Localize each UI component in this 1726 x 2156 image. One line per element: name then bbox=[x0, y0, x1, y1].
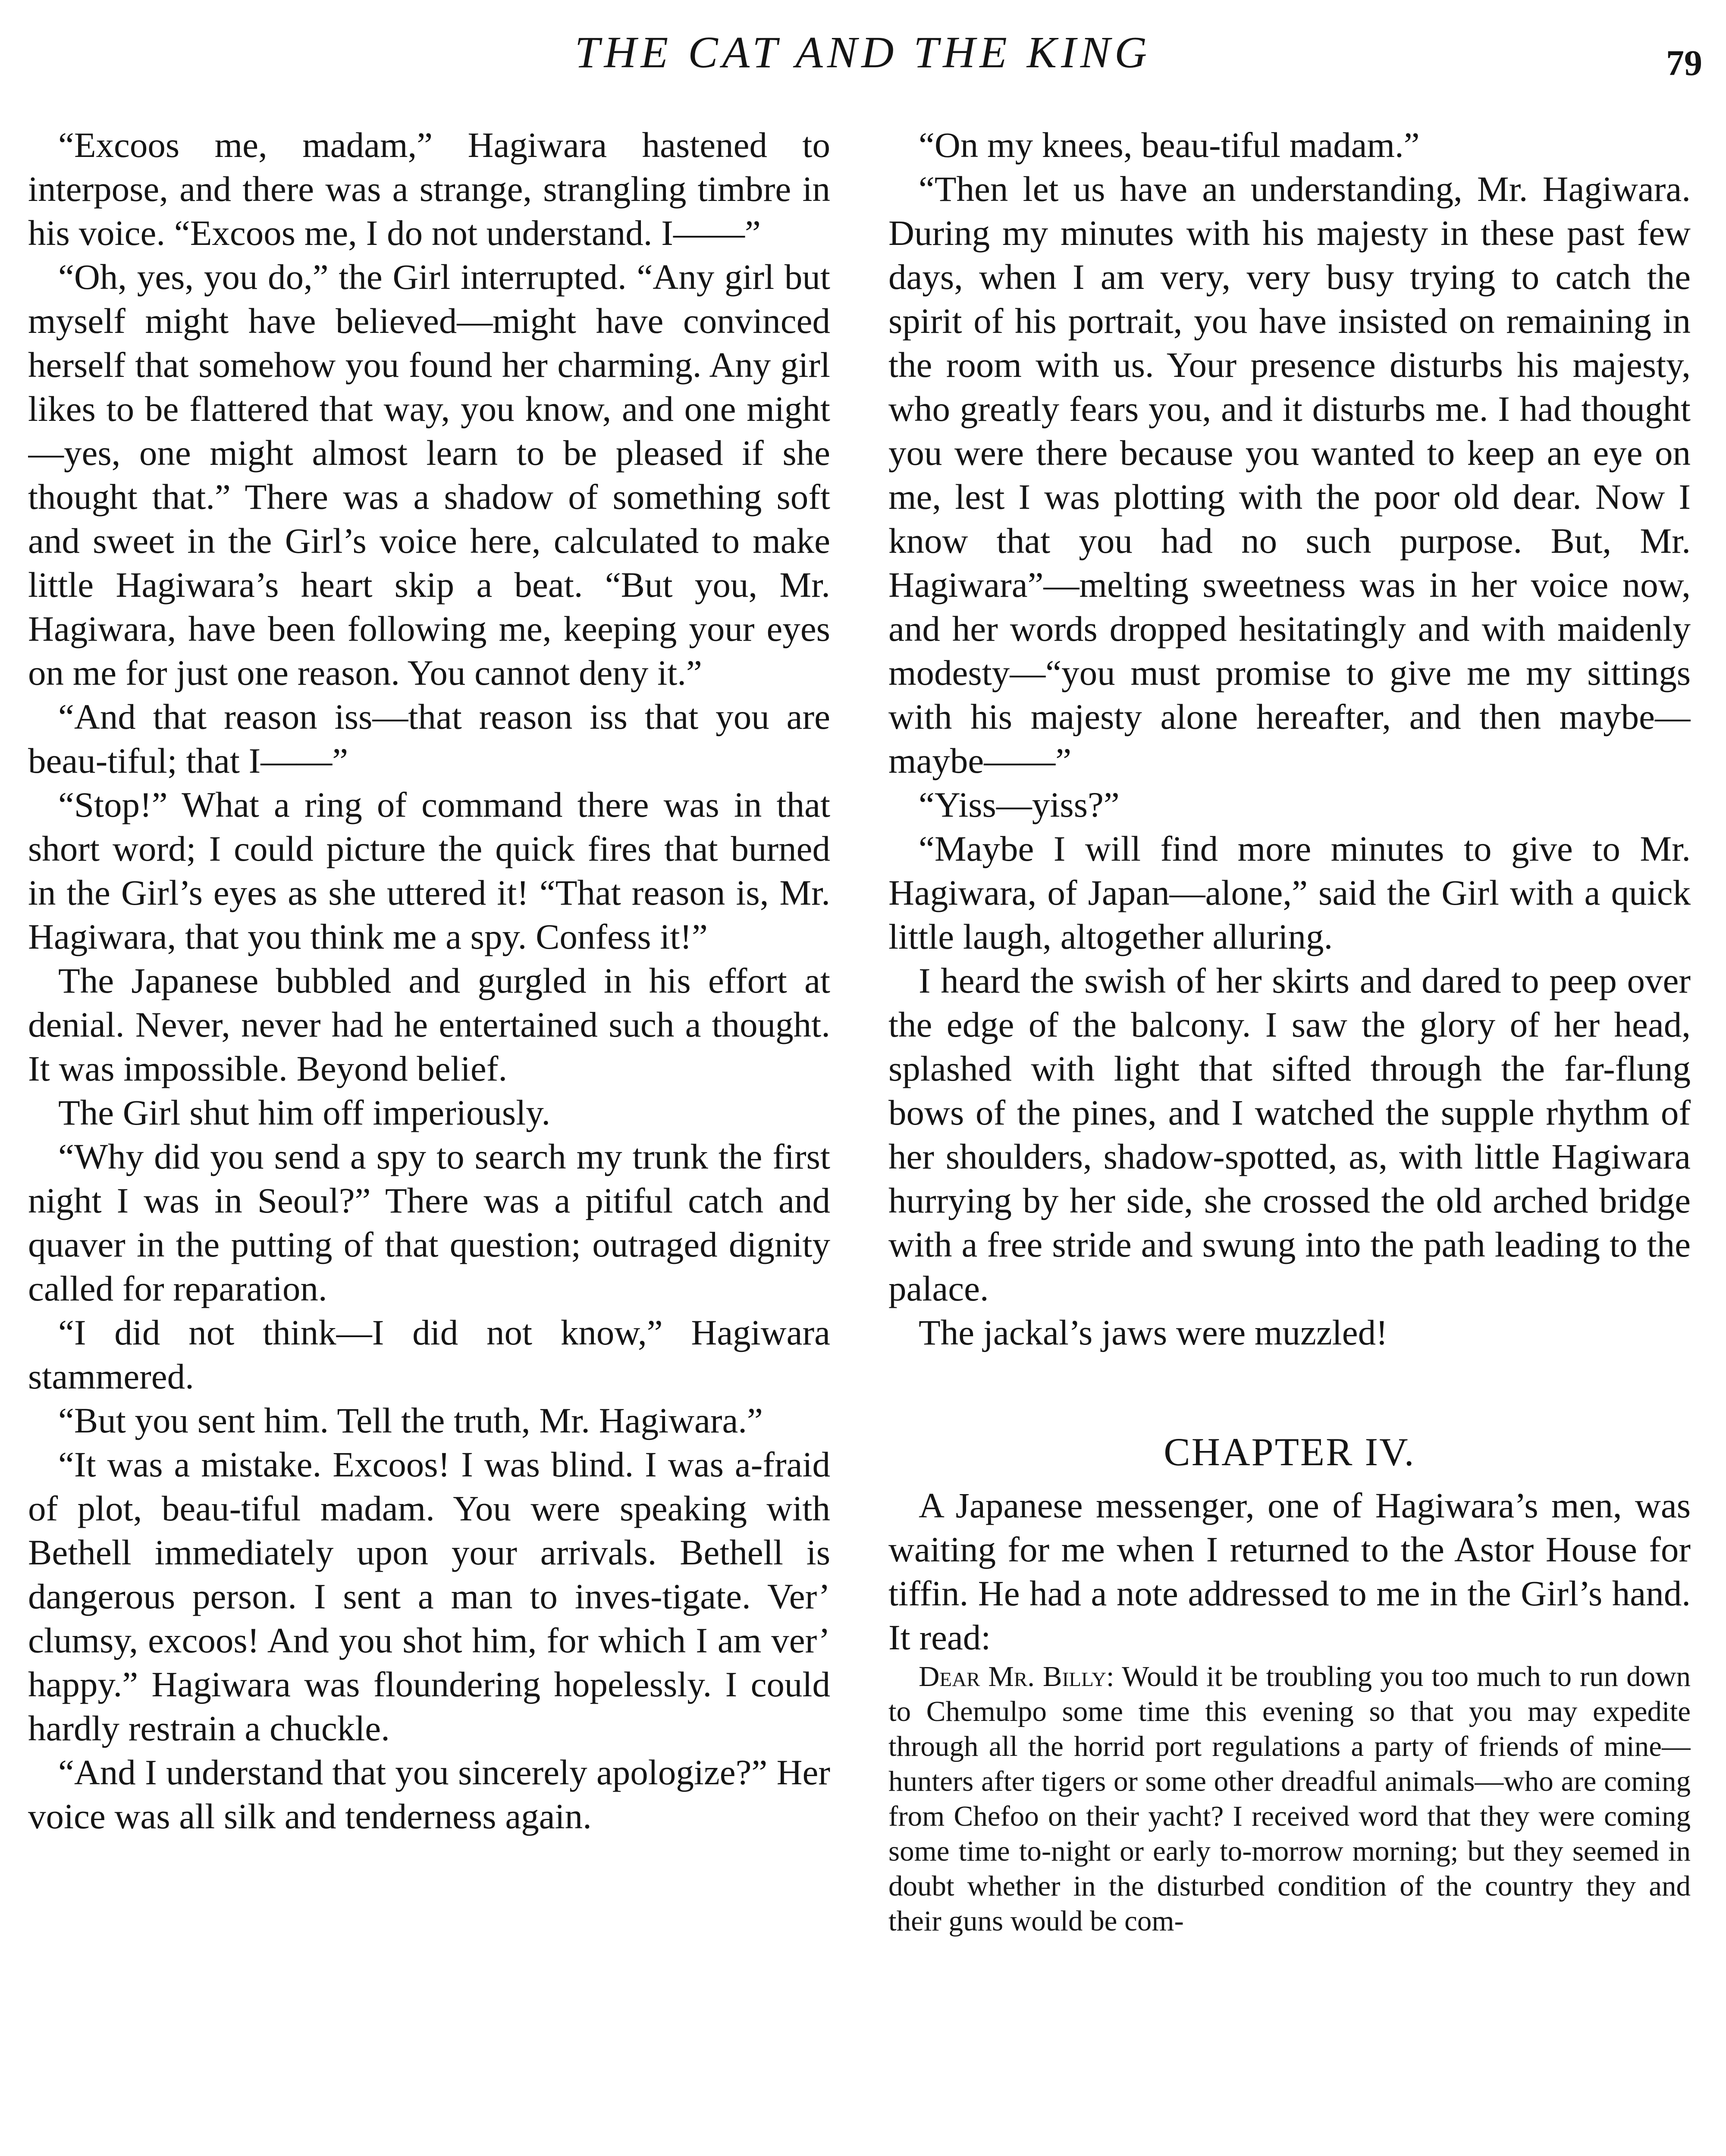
paragraph: “Maybe I will find more minutes to give to Mr. Hagiwara, of Japan—alone,” said the Girl with a quick little laugh, altogether alluring. bbox=[888, 829, 1691, 956]
right-column bbox=[888, 123, 1691, 2156]
paragraph: “Oh, yes, you do,” the Girl interrupted. “Any girl but myself might have believed—might have convinced herself that somehow you found her charming. Any girl likes to be flattered that way, you know, and one might—yes, one might almost learn to be pleased if she thought that.” There was a shadow of something soft and sweet in the Girl’s voice here, calculated to make little Hagiwara’s heart skip a beat. “But you, Mr. Hagiwara, have been following me, keeping your eyes on me for just one reason. You cannot deny it.” bbox=[28, 257, 830, 693]
paragraph: I heard the swish of her skirts and dared to peep over the edge of the balcony. I saw the glory of her head, splashed with light that sifted through the far-flung bows of the pines, and I watched the supple rhythm of her shoulders, shadow-spotted, as, with little Hagiwara hurrying by her side, she crossed the old arched bridge with a free stride and swung into the path leading to the palace. bbox=[888, 961, 1691, 1308]
paragraph: The jackal’s jaws were muzzled! bbox=[919, 1313, 1388, 1352]
running-title: THE CAT AND THE KING bbox=[574, 28, 1152, 77]
paragraph: “But you sent him. Tell the truth, Mr. Hagiwara.” bbox=[58, 1401, 763, 1440]
chapter-heading: CHAPTER IV. bbox=[1164, 1430, 1415, 1474]
letter-body: Would it be troubling you too much to run down to Chemulpo some time this evening so that you may expedite through all the horrid port regulations a party of friends of mine—hunters after tigers or some other dreadful animals—who are coming from Chefoo on their yacht? I received word that they were coming some time to-night or early to-morrow morning; but they seemed in doubt whether in the disturbed condition of the country they and their guns would be com- bbox=[888, 1661, 1691, 1937]
paragraph: “And that reason iss—that reason iss that you are beau-tiful; that I——” bbox=[28, 697, 830, 780]
paragraph: “Excoos me, madam,” Hagiwara hastened to interpose, and there was a strange, strangling timbre in his voice. “Excoos me, I do not understand. I——” bbox=[28, 125, 830, 253]
paragraph: “Why did you send a spy to search my trunk the first night I was in Seoul?” There was a pitiful catch and quaver in the putting of that question; outraged dignity called for reparation. bbox=[28, 1137, 830, 1308]
letter-salutation: Dear Mr. Billy: bbox=[919, 1661, 1114, 1692]
paragraph: “Stop!” What a ring of command there was in that short word; I could picture the quick fires that burned in the Girl’s eyes as she uttered it! “That reason is, Mr. Hagiwara, that you think me a spy. Confess it!” bbox=[28, 785, 830, 956]
letter-excerpt bbox=[888, 1659, 1691, 1939]
paragraph: The Japanese bubbled and gurgled in his effort at denial. Never, never had he entertained such a thought. It was impossible. Beyond belief. bbox=[28, 961, 830, 1088]
paragraph: “It was a mistake. Excoos! I was blind. I was a-fraid of plot, beau-tiful madam. You were speaking with Bethell immediately upon your arrivals. Bethell is dangerous person. I sent a man to inves-tigate. Ver’ clumsy, excoos! And you shot him, for which I am ver’ happy.” Hagiwara was floundering hopelessly. I could hardly restrain a chuckle. bbox=[28, 1445, 830, 1748]
paragraph: “Yiss—yiss?” bbox=[919, 785, 1120, 824]
left-column bbox=[28, 123, 830, 2156]
paragraph: “On my knees, beau-tiful madam.” bbox=[919, 125, 1420, 165]
page-number: 79 bbox=[1666, 43, 1702, 83]
paragraph: A Japanese messenger, one of Hagiwara’s men, was waiting for me when I returned to the Astor House for tiffin. He had a note addressed to me in the Girl’s hand. It read: bbox=[888, 1485, 1691, 1657]
paragraph: The Girl shut him off imperiously. bbox=[58, 1093, 551, 1132]
paragraph: “Then let us have an understanding, Mr. Hagiwara. During my minutes with his majesty in these past few days, when I am very, very busy trying to catch the spirit of his portrait, you have insisted on remaining in the room with us. Your presence disturbs his majesty, who greatly fears you, and it disturbs me. I had thought you were there because you wanted to keep an eye on me, lest I was plotting with the poor old dear. Now I know that you had no such purpose. But, Mr. Hagiwara”—melting sweetness was in her voice now, and her words dropped hesitatingly and with maidenly modesty—“you must promise to give me my sittings with his majesty alone hereafter, and then maybe—maybe——” bbox=[888, 169, 1691, 780]
paragraph: “I did not think—I did not know,” Hagiwara stammered. bbox=[28, 1313, 830, 1396]
paragraph: “And I understand that you sincerely apologize?” Her voice was all silk and tenderness again. bbox=[28, 1752, 830, 1836]
